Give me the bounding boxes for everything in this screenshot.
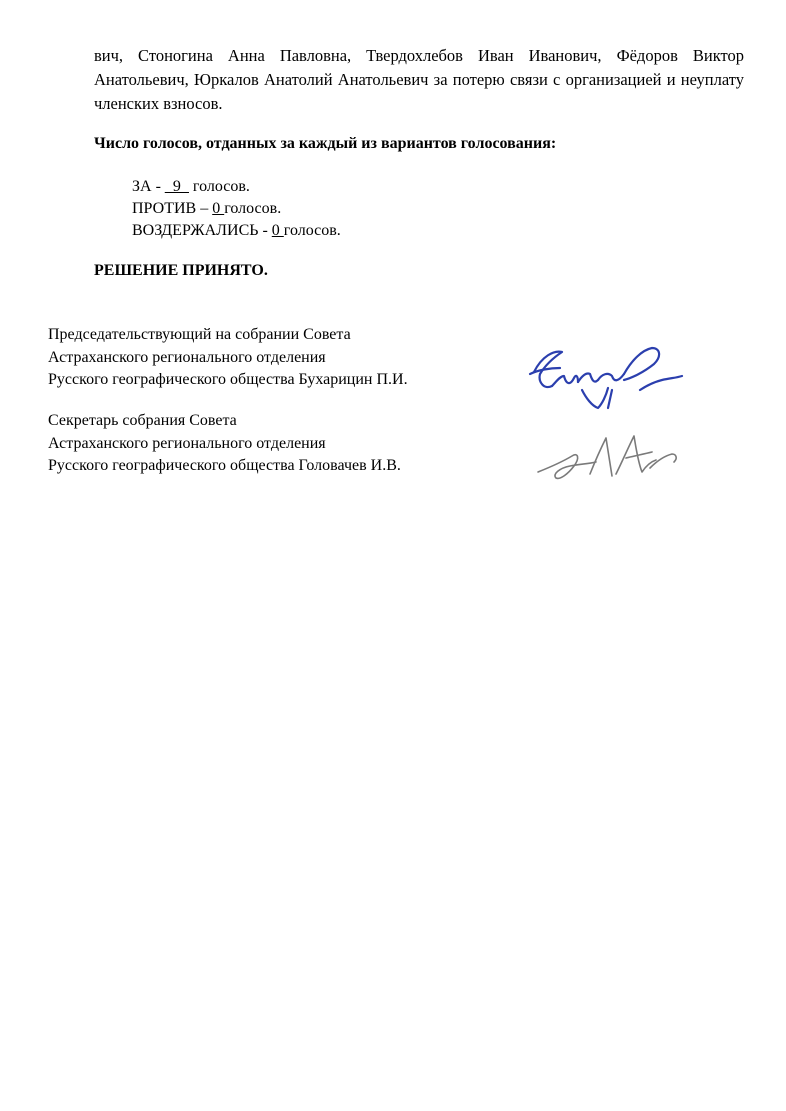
vote-abstained-label: ВОЗДЕРЖАЛИСЬ - — [132, 222, 272, 239]
secretary-block — [48, 410, 401, 478]
vote-against-label: ПРОТИВ – — [132, 200, 213, 217]
vote-abstained-line — [132, 220, 341, 242]
votes-heading: Число голосов, отданных за каждый из вариантов голосования: — [94, 135, 557, 152]
secretary-line-1: Секретарь собрания Совета — [48, 412, 237, 429]
vote-abstained-suffix: голосов. — [283, 222, 341, 239]
secretary-line-3: Русского географического общества Головачев И.В. — [48, 457, 401, 474]
vote-for-label: ЗА - — [132, 178, 165, 195]
vote-against-line — [132, 198, 281, 220]
secretary-signature — [530, 428, 690, 488]
vote-abstained-count: 0 — [271, 222, 284, 239]
vote-against-count: 0 — [212, 200, 225, 217]
chairman-block — [48, 324, 408, 392]
vote-against-suffix: голосов. — [224, 200, 282, 217]
secretary-line-2: Астраханского регионального отделения — [48, 434, 326, 452]
chairman-line-3: Русского географического общества Бухарицин П.И. — [48, 371, 408, 388]
vote-for-line — [132, 176, 250, 198]
chairman-line-1: Председательствующий на собрании Совета — [48, 326, 351, 343]
vote-for-count: _9_ — [164, 178, 189, 195]
vote-for-suffix: голосов. — [188, 178, 250, 195]
decision-text: РЕШЕНИЕ ПРИНЯТО. — [94, 262, 268, 279]
chairman-line-2: Астраханского регионального отделения — [48, 348, 326, 366]
chairman-signature — [512, 330, 692, 425]
members-exclusion-paragraph: вич, Стоногина Анна Павловна, Твердохлебов Иван Иванович, Фёдоров Виктор Анатольевич, Юркалов Анатолий Анатольевич за потерю связи с организацией и неуплату членских взносов. — [94, 46, 744, 113]
